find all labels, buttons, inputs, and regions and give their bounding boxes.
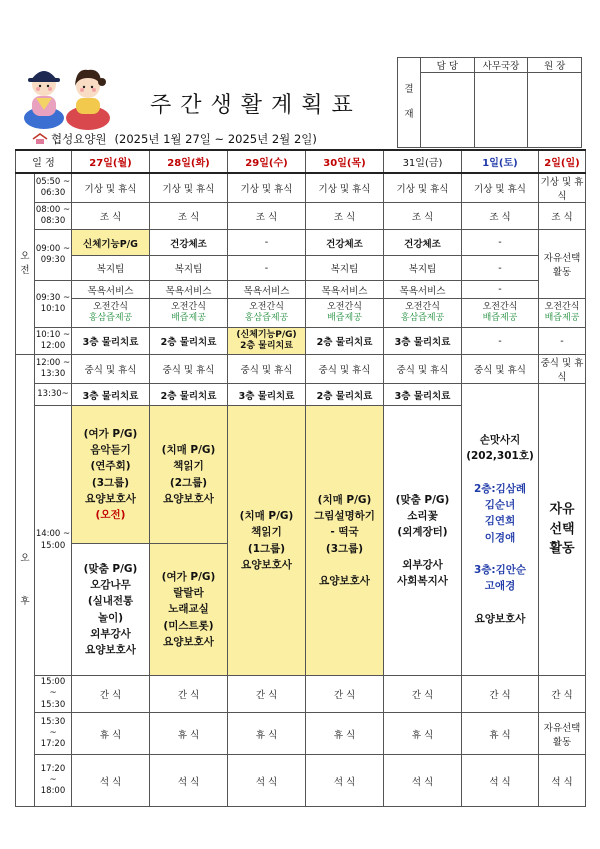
- page-title: 주간생활계획표: [150, 93, 362, 118]
- cell: 기상 및 휴식: [228, 173, 306, 203]
- day-tue: 28일(화): [150, 150, 228, 173]
- cell: 2층 물리치료: [150, 328, 228, 355]
- cell-mon-program-b: (맞춤 P/G) 오감나무 (실내전통 놀이) 외부강사 요양보호사: [72, 544, 150, 676]
- table-row: [16, 173, 586, 203]
- date-label: 일 정: [16, 150, 72, 173]
- cell: 중식 및 휴식: [462, 355, 539, 384]
- hanbok-couple-illustration: [18, 60, 114, 130]
- day-wed: 29일(수): [228, 150, 306, 173]
- cell: 휴 식: [384, 713, 462, 755]
- cell: 건강체조: [384, 230, 462, 256]
- cell: 간 식: [228, 676, 306, 713]
- cell: -: [228, 230, 306, 256]
- table-row: [16, 256, 586, 281]
- day-sat: 1일(토): [462, 150, 539, 173]
- cell: 기상 및 휴식: [462, 173, 539, 203]
- cell-fri-program: (맞춤 P/G) 소리꽃 (외계장터) 외부강사 사회복지사: [384, 406, 462, 676]
- cell: 조 식: [384, 203, 462, 230]
- time-cell: 12:00 ~ 13:30: [35, 355, 72, 384]
- cell: 3층 물리치료: [72, 328, 150, 355]
- cell: 2층 물리치료: [306, 328, 384, 355]
- time-cell: 08:00 ~ 08:30: [35, 203, 72, 230]
- approval-box: [397, 57, 582, 148]
- approval-col-director: 원 장: [528, 58, 582, 73]
- cell: -: [462, 328, 539, 355]
- cell: 복지팀: [150, 256, 228, 281]
- cell: 휴 식: [306, 713, 384, 755]
- cell: 중식 및 휴식: [228, 355, 306, 384]
- cell: 목욕서비스: [306, 281, 384, 299]
- cell: 조 식: [462, 203, 539, 230]
- cell-sun-free: 자유선택 활동: [539, 230, 586, 299]
- cell: 오전간식 홍삼즙제공: [384, 299, 462, 328]
- cell: 간 식: [384, 676, 462, 713]
- cell: 중식 및 휴식: [539, 355, 586, 384]
- cell-mon-program-a: (여가 P/G) 음악듣기 (연주회) (3그룹) 요양보호사 (오전): [72, 406, 150, 544]
- cell: 오전간식 배즙제공: [462, 299, 539, 328]
- day-fri: 31일(금): [384, 150, 462, 173]
- cell: 기상 및 휴식: [539, 173, 586, 203]
- weekly-schedule-table: [15, 149, 586, 807]
- cell: 간 식: [72, 676, 150, 713]
- time-cell: 10:10 ~ 12:00: [35, 328, 72, 355]
- cell: 2층 물리치료: [150, 384, 228, 406]
- cell: 오전간식 배즙제공: [306, 299, 384, 328]
- cell: 휴 식: [462, 713, 539, 755]
- day-sun: 2일(일): [539, 150, 586, 173]
- cell: (신체기능P/G) 2층 물리치료: [228, 328, 306, 355]
- cell: 신체기능P/G: [72, 230, 150, 256]
- approval-col-staff: 담 당: [421, 58, 475, 73]
- cell: 복지팀: [72, 256, 150, 281]
- table-row: [16, 281, 586, 299]
- cell: 간 식: [306, 676, 384, 713]
- cell: 목욕서비스: [384, 281, 462, 299]
- approval-sign-director[interactable]: [528, 73, 582, 148]
- cell-sat-program: 손맛사지 (202,301호) 2층:김삼례 김순녀 김연희 이경애 3층:김안순 고애경 요양보호사: [462, 384, 539, 676]
- time-cell: 09:30 ~ 10:10: [35, 281, 72, 328]
- cell: 조 식: [72, 203, 150, 230]
- table-row: [16, 355, 586, 384]
- cell: 오전간식 배즙제공: [150, 299, 228, 328]
- day-mon: 27일(월): [72, 150, 150, 173]
- table-row: [16, 203, 586, 230]
- cell-wed-program: (치매 P/G) 책읽기 (1그룹) 요양보호사: [228, 406, 306, 676]
- approval-sign-staff[interactable]: [421, 73, 475, 148]
- cell: 석 식: [462, 755, 539, 807]
- cell: 기상 및 휴식: [150, 173, 228, 203]
- organization-name: 협성요양원: [51, 132, 107, 146]
- cell: -: [228, 256, 306, 281]
- cell: 건강체조: [150, 230, 228, 256]
- period-am: 오 전: [16, 173, 35, 355]
- cell: -: [539, 328, 586, 355]
- cell: 기상 및 휴식: [72, 173, 150, 203]
- cell-tue-program-b: (여가 P/G) 랄랄라 노래교실 (미스트롯) 요양보호사: [150, 544, 228, 676]
- header-row: [16, 150, 586, 173]
- cell: 조 식: [150, 203, 228, 230]
- cell: 간 식: [150, 676, 228, 713]
- approval-label: 결 재: [398, 58, 421, 148]
- cell: 건강체조: [306, 230, 384, 256]
- cell: 석 식: [539, 755, 586, 807]
- organization-line: [32, 131, 317, 147]
- cell: 오전간식 배즙제공: [539, 299, 586, 328]
- table-row: [16, 230, 586, 256]
- cell: 석 식: [72, 755, 150, 807]
- time-cell: 17:20 ~ 18:00: [35, 755, 72, 807]
- cell: 간 식: [539, 676, 586, 713]
- time-cell: 14:00 ~ 15:00: [35, 406, 72, 676]
- time-cell: 13:30~: [35, 384, 72, 406]
- cell-tue-program-a: (치매 P/G) 책읽기 (2그룹) 요양보호사: [150, 406, 228, 544]
- cell: 중식 및 휴식: [384, 355, 462, 384]
- cell: 조 식: [539, 203, 586, 230]
- approval-sign-manager[interactable]: [474, 73, 528, 148]
- house-logo-icon: [32, 133, 48, 145]
- cell: 휴 식: [150, 713, 228, 755]
- cell: 3층 물리치료: [228, 384, 306, 406]
- cell-sun-program: 자유 선택 활동: [539, 384, 586, 676]
- time-cell: 09:00 ~ 09:30: [35, 230, 72, 281]
- cell: 휴 식: [72, 713, 150, 755]
- table-row: [16, 299, 586, 328]
- cell: 휴 식: [228, 713, 306, 755]
- approval-col-manager: 사무국장: [474, 58, 528, 73]
- cell: 복지팀: [384, 256, 462, 281]
- cell: 조 식: [228, 203, 306, 230]
- table-row: [16, 328, 586, 355]
- cell: 2층 물리치료: [306, 384, 384, 406]
- cell: 조 식: [306, 203, 384, 230]
- time-cell: 05:50 ~ 06:30: [35, 173, 72, 203]
- cell: 오전간식 홍삼즙제공: [228, 299, 306, 328]
- cell: 목욕서비스: [150, 281, 228, 299]
- time-cell: 15:00 ~ 15:30: [35, 676, 72, 713]
- cell: 중식 및 휴식: [72, 355, 150, 384]
- period-pm: 오 후: [16, 355, 35, 807]
- day-thu: 30일(목): [306, 150, 384, 173]
- cell: 간 식: [462, 676, 539, 713]
- cell: 석 식: [150, 755, 228, 807]
- cell: 목욕서비스: [228, 281, 306, 299]
- schedule-period: (2025년 1월 27일 ~ 2025년 2월 2일): [114, 132, 317, 146]
- cell: 오전간식 홍삼즙제공: [72, 299, 150, 328]
- time-cell: 15:30 ~ 17:20: [35, 713, 72, 755]
- cell: 석 식: [306, 755, 384, 807]
- table-row: [16, 755, 586, 807]
- cell-thu-program: (치매 P/G) 그림설명하기 - 떡국 (3그룹) 요양보호사: [306, 406, 384, 676]
- cell: 복지팀: [306, 256, 384, 281]
- cell: 자유선택 활동: [539, 713, 586, 755]
- cell: 중식 및 휴식: [150, 355, 228, 384]
- table-row: [16, 384, 586, 406]
- table-row: [16, 676, 586, 713]
- cell: 중식 및 휴식: [306, 355, 384, 384]
- cell: 석 식: [384, 755, 462, 807]
- cell: -: [462, 256, 539, 281]
- cell: -: [462, 230, 539, 256]
- cell: 3층 물리치료: [72, 384, 150, 406]
- cell: 기상 및 휴식: [306, 173, 384, 203]
- cell: 기상 및 휴식: [384, 173, 462, 203]
- cell: 3층 물리치료: [384, 384, 462, 406]
- cell: -: [462, 281, 539, 299]
- cell: 석 식: [228, 755, 306, 807]
- cell: 3층 물리치료: [384, 328, 462, 355]
- cell: 목욕서비스: [72, 281, 150, 299]
- table-row: [16, 713, 586, 755]
